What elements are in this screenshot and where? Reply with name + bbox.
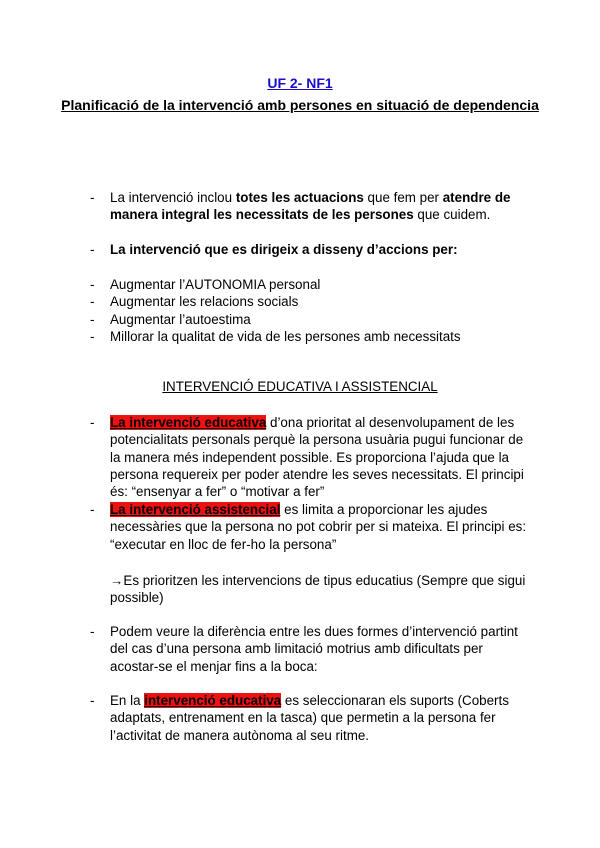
priority-note: →Es prioritzen les intervencions de tipus educatius (Sempre que sigui possible): [110, 573, 526, 606]
list-item: [90, 276, 530, 293]
list-item: [90, 293, 530, 310]
section-heading: INTERVENCIÓ EDUCATIVA I ASSISTENCIAL: [162, 379, 438, 394]
aims-lead-text: La intervenció que es dirigeix a disseny d’accions per:: [110, 242, 458, 257]
aim-text: Augmentar les relacions socials: [110, 294, 299, 310]
assistencial-paragraph: [90, 501, 530, 553]
aim-text: Augmentar l’autoestima: [110, 311, 251, 327]
intro-part-3: que cuidem.: [413, 207, 491, 223]
list-dash: -: [90, 502, 95, 517]
aim-text: Augmentar l’AUTONOMIA personal: [110, 277, 321, 292]
intro-bold-2: atendre de manera integral les necessitats de les persones: [110, 190, 511, 223]
list-dash: -: [90, 242, 95, 257]
intro-part-1: La intervenció inclou: [110, 190, 236, 205]
aims-list: [90, 276, 530, 345]
list-dash: -: [90, 328, 95, 344]
unit-code: UF 2- NF1: [267, 75, 333, 91]
aims-lead: [90, 241, 530, 258]
list-dash: -: [90, 190, 95, 205]
example-pre: En la: [110, 693, 145, 708]
list-dash: -: [90, 311, 95, 327]
list-item: [90, 328, 530, 345]
list-dash: -: [90, 624, 95, 639]
educativa-text: [110, 414, 530, 500]
document-header: [60, 74, 540, 115]
list-dash: -: [90, 693, 95, 708]
educativa-paragraph: [90, 414, 530, 500]
intro-bold-1: totes les actuacions: [235, 190, 364, 205]
list-dash: -: [90, 294, 95, 310]
highlight-assistencial: La intervenció assistencial: [110, 502, 281, 517]
educativa-body: d’ona prioritat al desenvolupament de les potencialitats personals perquè la persona usuària pugui funcionar de la manera més independent possible. Es proporciona l’ajuda que la persona requereix per poder atendre les seves necessitats. El principi és: “ensenyar a fer” o “motivar a fer”: [110, 415, 524, 500]
example-educativa-paragraph: [90, 692, 530, 744]
example-intro-paragraph: [90, 623, 530, 675]
assistencial-body: es limita a proporcionar les ajudes necessàries que la persona no pot cobrir per si mateixa. El principi es: “executar en lloc de fer-ho la persona”: [110, 502, 527, 552]
intro-text: [110, 189, 530, 224]
example-educativa-body: es seleccionaran els suports (Coberts adaptats, entrenament en la tasca) que permetin a la persona fer l’activitat de manera autònoma al seu ritme.: [110, 693, 509, 743]
document-title: Planificació de la intervenció amb persones en situació de dependencia: [61, 97, 539, 113]
intro-paragraph: [90, 189, 530, 224]
list-item: [90, 311, 530, 328]
intro-part-2: que fem per: [363, 190, 443, 205]
highlight-example-educativa: intervenció educativa: [144, 693, 282, 708]
highlight-educativa: La intervenció educativa: [110, 415, 267, 430]
list-dash: -: [90, 277, 95, 292]
aim-text: Millorar la qualitat de vida de les persones amb necessitats: [110, 328, 461, 344]
assistencial-text: [110, 501, 530, 553]
list-dash: -: [90, 415, 95, 430]
example-intro-text: Podem veure la diferència entre les dues formes d’intervenció partint del cas d’una persona amb limitació motrius amb dificultats per acostar-se el menjar fins a la boca:: [110, 624, 518, 674]
example-educativa-text: [110, 692, 530, 744]
